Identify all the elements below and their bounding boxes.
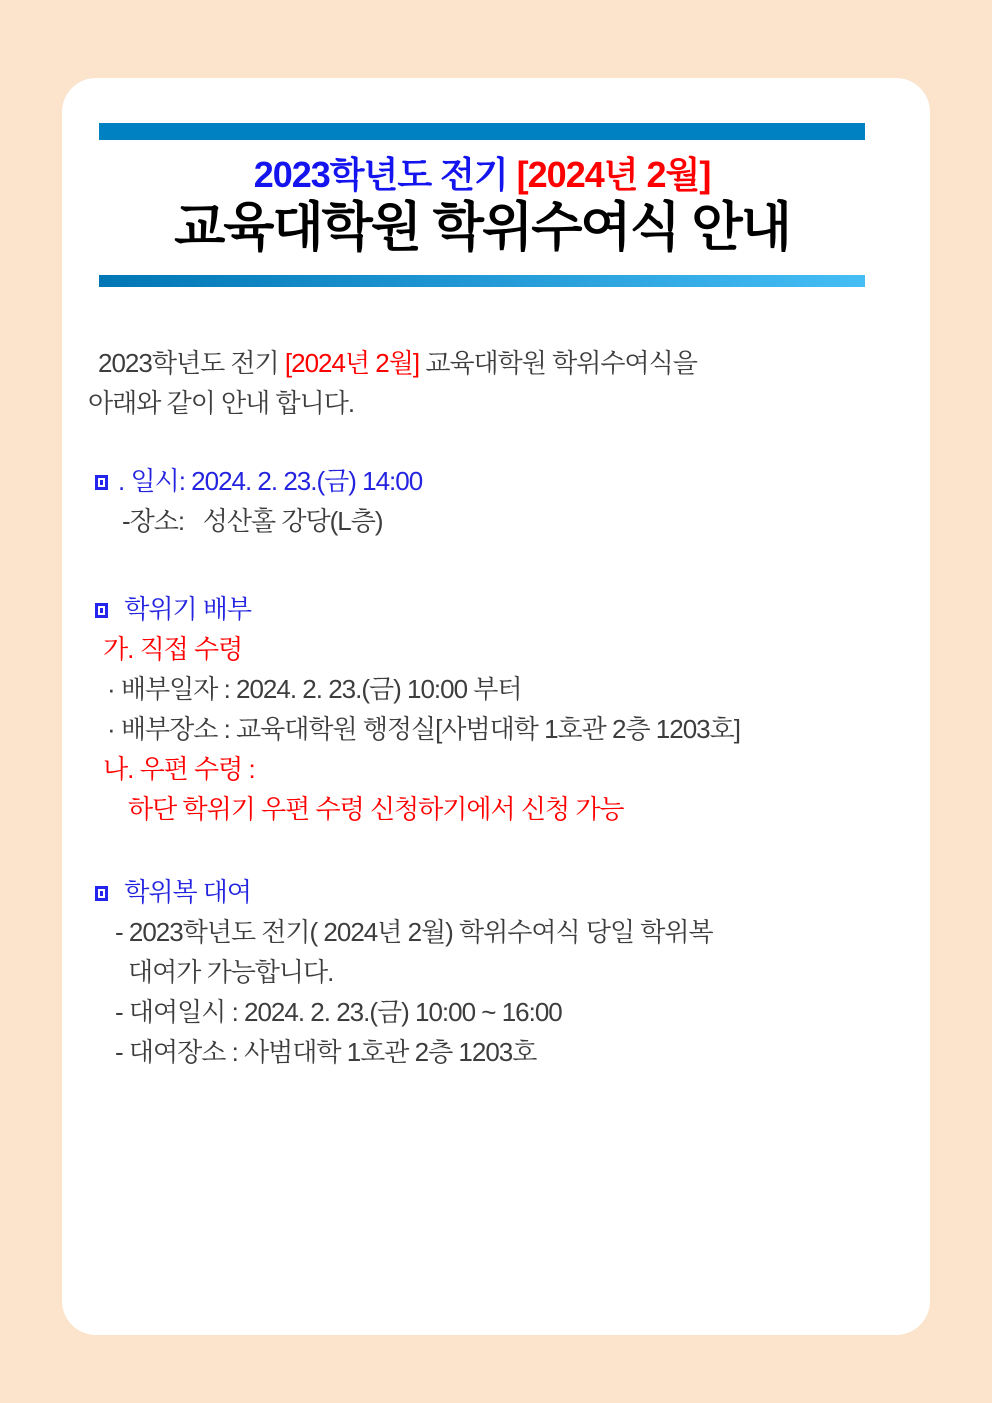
gown-item1-line1: - 2023학년도 전기( 2024년 2월) 학위수여식 당일 학위복 [115,917,713,947]
gown-item3: - 대여장소 : 사범대학 1호관 2층 1203호 [115,1037,537,1067]
intro-text-1: 2023학년도 전기 [98,348,279,378]
intro-line-2: 아래와 같이 안내 합니다. [88,388,355,418]
degree-item-place: · 배부장소 : 교육대학원 행정실[사범대학 1호관 2층 1203호] [107,714,740,744]
square-bullet-icon [95,886,108,901]
degree-title-text: 학위기 배부 [124,594,252,624]
degree-item-na-sub: 하단 학위기 우편 수령 신청하기에서 신청 가능 [128,794,624,824]
square-bullet-icon [95,475,108,490]
gown-item2: - 대여일시 : 2024. 2. 23.(금) 10:00 ~ 16:00 [115,997,562,1027]
subtitle [62,153,902,197]
announcement-card [62,78,930,1335]
degree-item-date: · 배부일자 : 2024. 2. 23.(금) 10:00 부터 [107,674,522,704]
gown-title-text: 학위복 대여 [124,877,252,907]
top-divider-bar [99,123,865,140]
degree-item-ga: 가. 직접 수령 [103,634,243,664]
subtitle-date: [2024년 2월] [516,154,711,195]
section-degree-title [88,589,920,629]
section-schedule-title [88,461,920,501]
header [62,153,902,259]
intro-line-1 [88,343,920,383]
intro-date: [2024년 2월] [284,348,420,378]
announcement-body [62,343,930,1072]
intro-text-2: 교육대학원 학위수여식을 [425,348,697,378]
subtitle-term: 2023학년도 전기 [253,154,508,195]
degree-item-na: 나. 우편 수령 : [103,754,255,784]
schedule-place: -장소: 성산홀 강당(L층) [122,506,383,536]
gown-item1-line2: 대여가 가능합니다. [128,957,334,987]
page-title: 교육대학원 학위수여식 안내 [174,198,790,257]
bottom-divider-bar [99,275,865,287]
bullet-period: . [118,466,125,496]
square-bullet-icon [95,603,108,618]
section-gown-title [88,872,920,912]
schedule-title-text: 일시: 2024. 2. 23.(금) 14:00 [130,466,423,496]
